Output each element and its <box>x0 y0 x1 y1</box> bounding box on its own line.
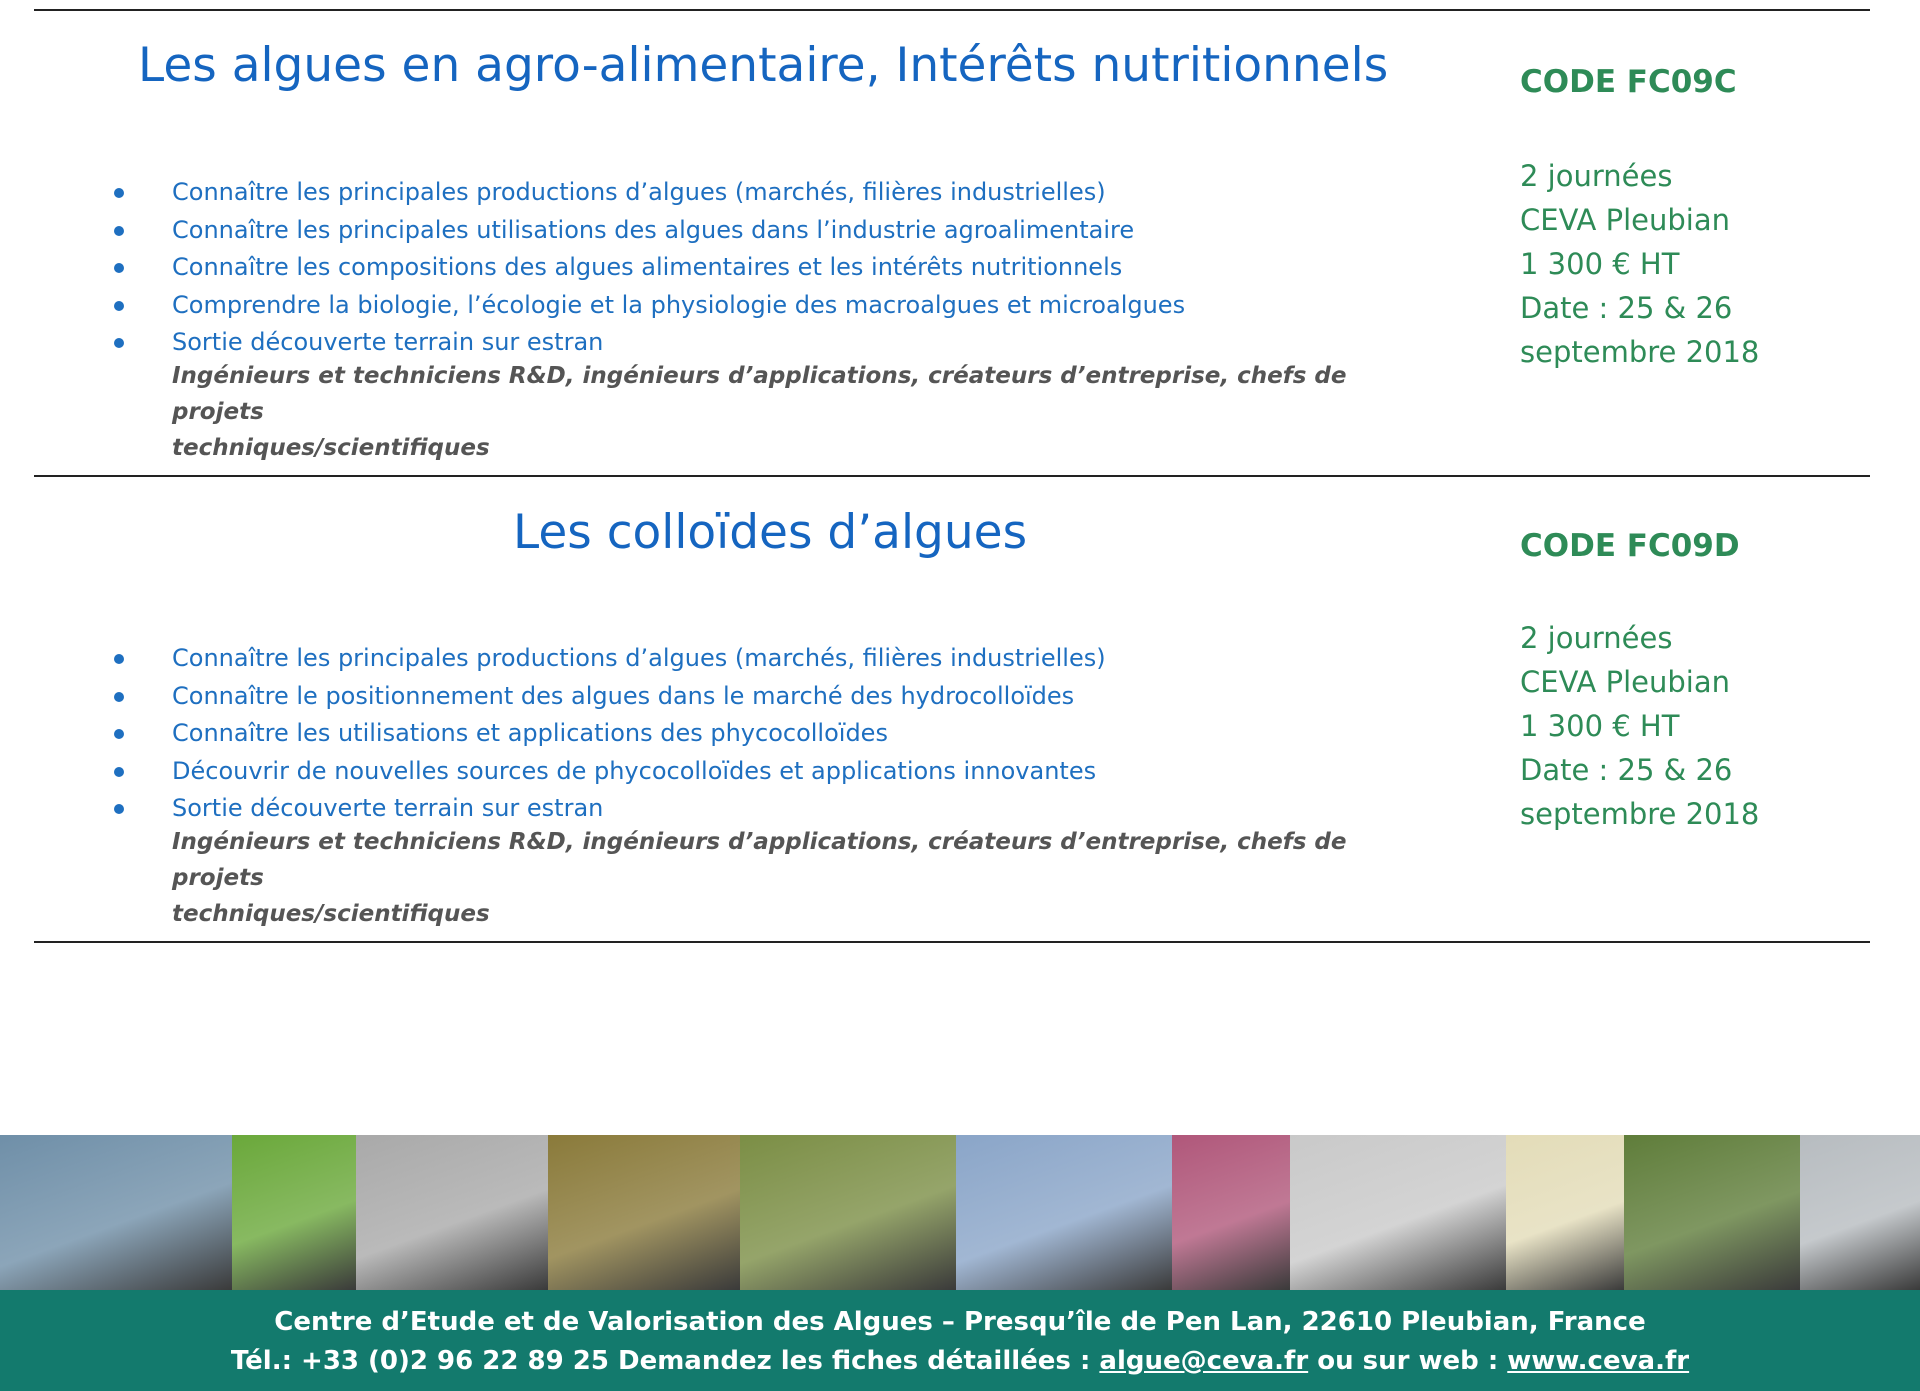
audience-line: techniques/scientifiques <box>172 901 490 927</box>
list-item <box>108 212 1185 250</box>
course-info <box>1520 616 1759 836</box>
list-item <box>108 753 1106 791</box>
audience-line: Ingénieurs et techniciens R&D, ingénieurs d’applications, créateurs d’entreprise, chefs de projets <box>172 363 1347 425</box>
list-item <box>108 249 1185 287</box>
target-audience <box>172 824 1402 932</box>
photo-strip <box>0 1135 1920 1290</box>
course-title: Les colloïdes d’algues <box>513 505 1028 560</box>
objective-text: Connaître les principales productions d’algues (marchés, filières industrielles) <box>172 644 1106 672</box>
list-item <box>108 678 1106 716</box>
bullet-icon <box>114 804 124 814</box>
list-item <box>108 287 1185 325</box>
bullet-icon <box>114 301 124 311</box>
course-date-month: septembre 2018 <box>1520 797 1760 831</box>
objective-text: Sortie découverte terrain sur estran <box>172 794 604 822</box>
target-audience <box>172 358 1402 466</box>
bullet-icon <box>114 338 124 348</box>
website-link[interactable]: www.ceva.fr <box>1507 1346 1690 1376</box>
section-divider <box>34 475 1870 477</box>
course-title: Les algues en agro-alimentaire, Intérêts nutritionnels <box>138 38 1389 93</box>
objective-text: Découvrir de nouvelles sources de phycocolloïdes et applications innovantes <box>172 756 1097 785</box>
course-date: Date : 25 & 26 <box>1520 291 1733 325</box>
bullet-icon <box>114 263 124 273</box>
course-location: CEVA Pleubian <box>1520 665 1730 699</box>
course-duration: 2 journées <box>1520 159 1673 193</box>
objective-text: Sortie découverte terrain sur estran <box>172 328 604 356</box>
greenhouse-algae-basin-photo <box>356 1135 548 1290</box>
list-item <box>108 324 1185 362</box>
objective-text: Connaître les principales productions d’algues (marchés, filières industrielles) <box>172 178 1106 206</box>
objectives-list <box>108 640 1106 828</box>
red-algae-sample-photo <box>1172 1135 1290 1290</box>
list-item <box>108 790 1106 828</box>
bullet-icon <box>114 654 124 664</box>
bullet-icon <box>114 767 124 777</box>
objective-text: Connaître les utilisations et applications des phycocolloïdes <box>172 719 888 747</box>
course-duration: 2 journées <box>1520 621 1673 655</box>
audience-line: Ingénieurs et techniciens R&D, ingénieurs d’applications, créateurs d’entreprise, chefs de projets <box>172 829 1347 891</box>
footer-address: Centre d’Etude et de Valorisation des Algues – Presqu’île de Pen Lan, 22610 Pleubian, France <box>274 1307 1646 1337</box>
bullet-icon <box>114 729 124 739</box>
course-info <box>1520 154 1759 374</box>
bottom-divider <box>34 941 1870 943</box>
seaweed-food-dish-photo <box>1624 1135 1800 1290</box>
cosmetic-cream-jars-photo <box>1506 1135 1624 1290</box>
bullet-icon <box>114 188 124 198</box>
course-price: 1 300 € HT <box>1520 709 1680 743</box>
objectives-list <box>108 174 1185 362</box>
lab-flasks-photo <box>548 1135 740 1290</box>
industrial-lab-equipment-photo <box>1800 1135 1920 1290</box>
seaweed-tank-workers-photo <box>740 1135 956 1290</box>
top-divider <box>34 9 1870 11</box>
audience-line: techniques/scientifiques <box>172 435 490 461</box>
green-algae-culture-tubes-photo <box>232 1135 356 1290</box>
objective-text: Connaître les compositions des algues alimentaires et les intérêts nutritionnels <box>172 253 1123 281</box>
bullet-icon <box>114 226 124 236</box>
objective-text: Connaître le positionnement des algues dans le marché des hydrocolloïdes <box>172 681 1075 710</box>
footer-phone: Tél.: +33 (0)2 96 22 89 25 Demandez les fiches détaillées : <box>230 1346 1100 1376</box>
objective-text: Comprendre la biologie, l’écologie et la physiologie des macroalgues et microalgues <box>172 290 1186 319</box>
course-date: Date : 25 & 26 <box>1520 753 1733 787</box>
course-date-month: septembre 2018 <box>1520 335 1760 369</box>
course-code: CODE FC09C <box>1520 64 1737 100</box>
footer-contact <box>0 1346 1920 1376</box>
list-item <box>108 640 1106 678</box>
footer-banner <box>0 1290 1920 1391</box>
course-location: CEVA Pleubian <box>1520 203 1730 237</box>
list-item <box>108 174 1185 212</box>
objective-text: Connaître les principales utilisations des algues dans l’industrie agroalimentaire <box>172 215 1135 244</box>
lab-technician-photo <box>1290 1135 1506 1290</box>
list-item <box>108 715 1106 753</box>
course-price: 1 300 € HT <box>1520 247 1680 281</box>
bullet-icon <box>114 692 124 702</box>
ceva-building-photo <box>956 1135 1172 1290</box>
email-link[interactable]: algue@ceva.fr <box>1099 1346 1309 1376</box>
footer-web-label: ou sur web : <box>1308 1346 1508 1376</box>
seaweed-harvest-boat-photo <box>0 1135 232 1290</box>
course-code: CODE FC09D <box>1520 528 1740 564</box>
